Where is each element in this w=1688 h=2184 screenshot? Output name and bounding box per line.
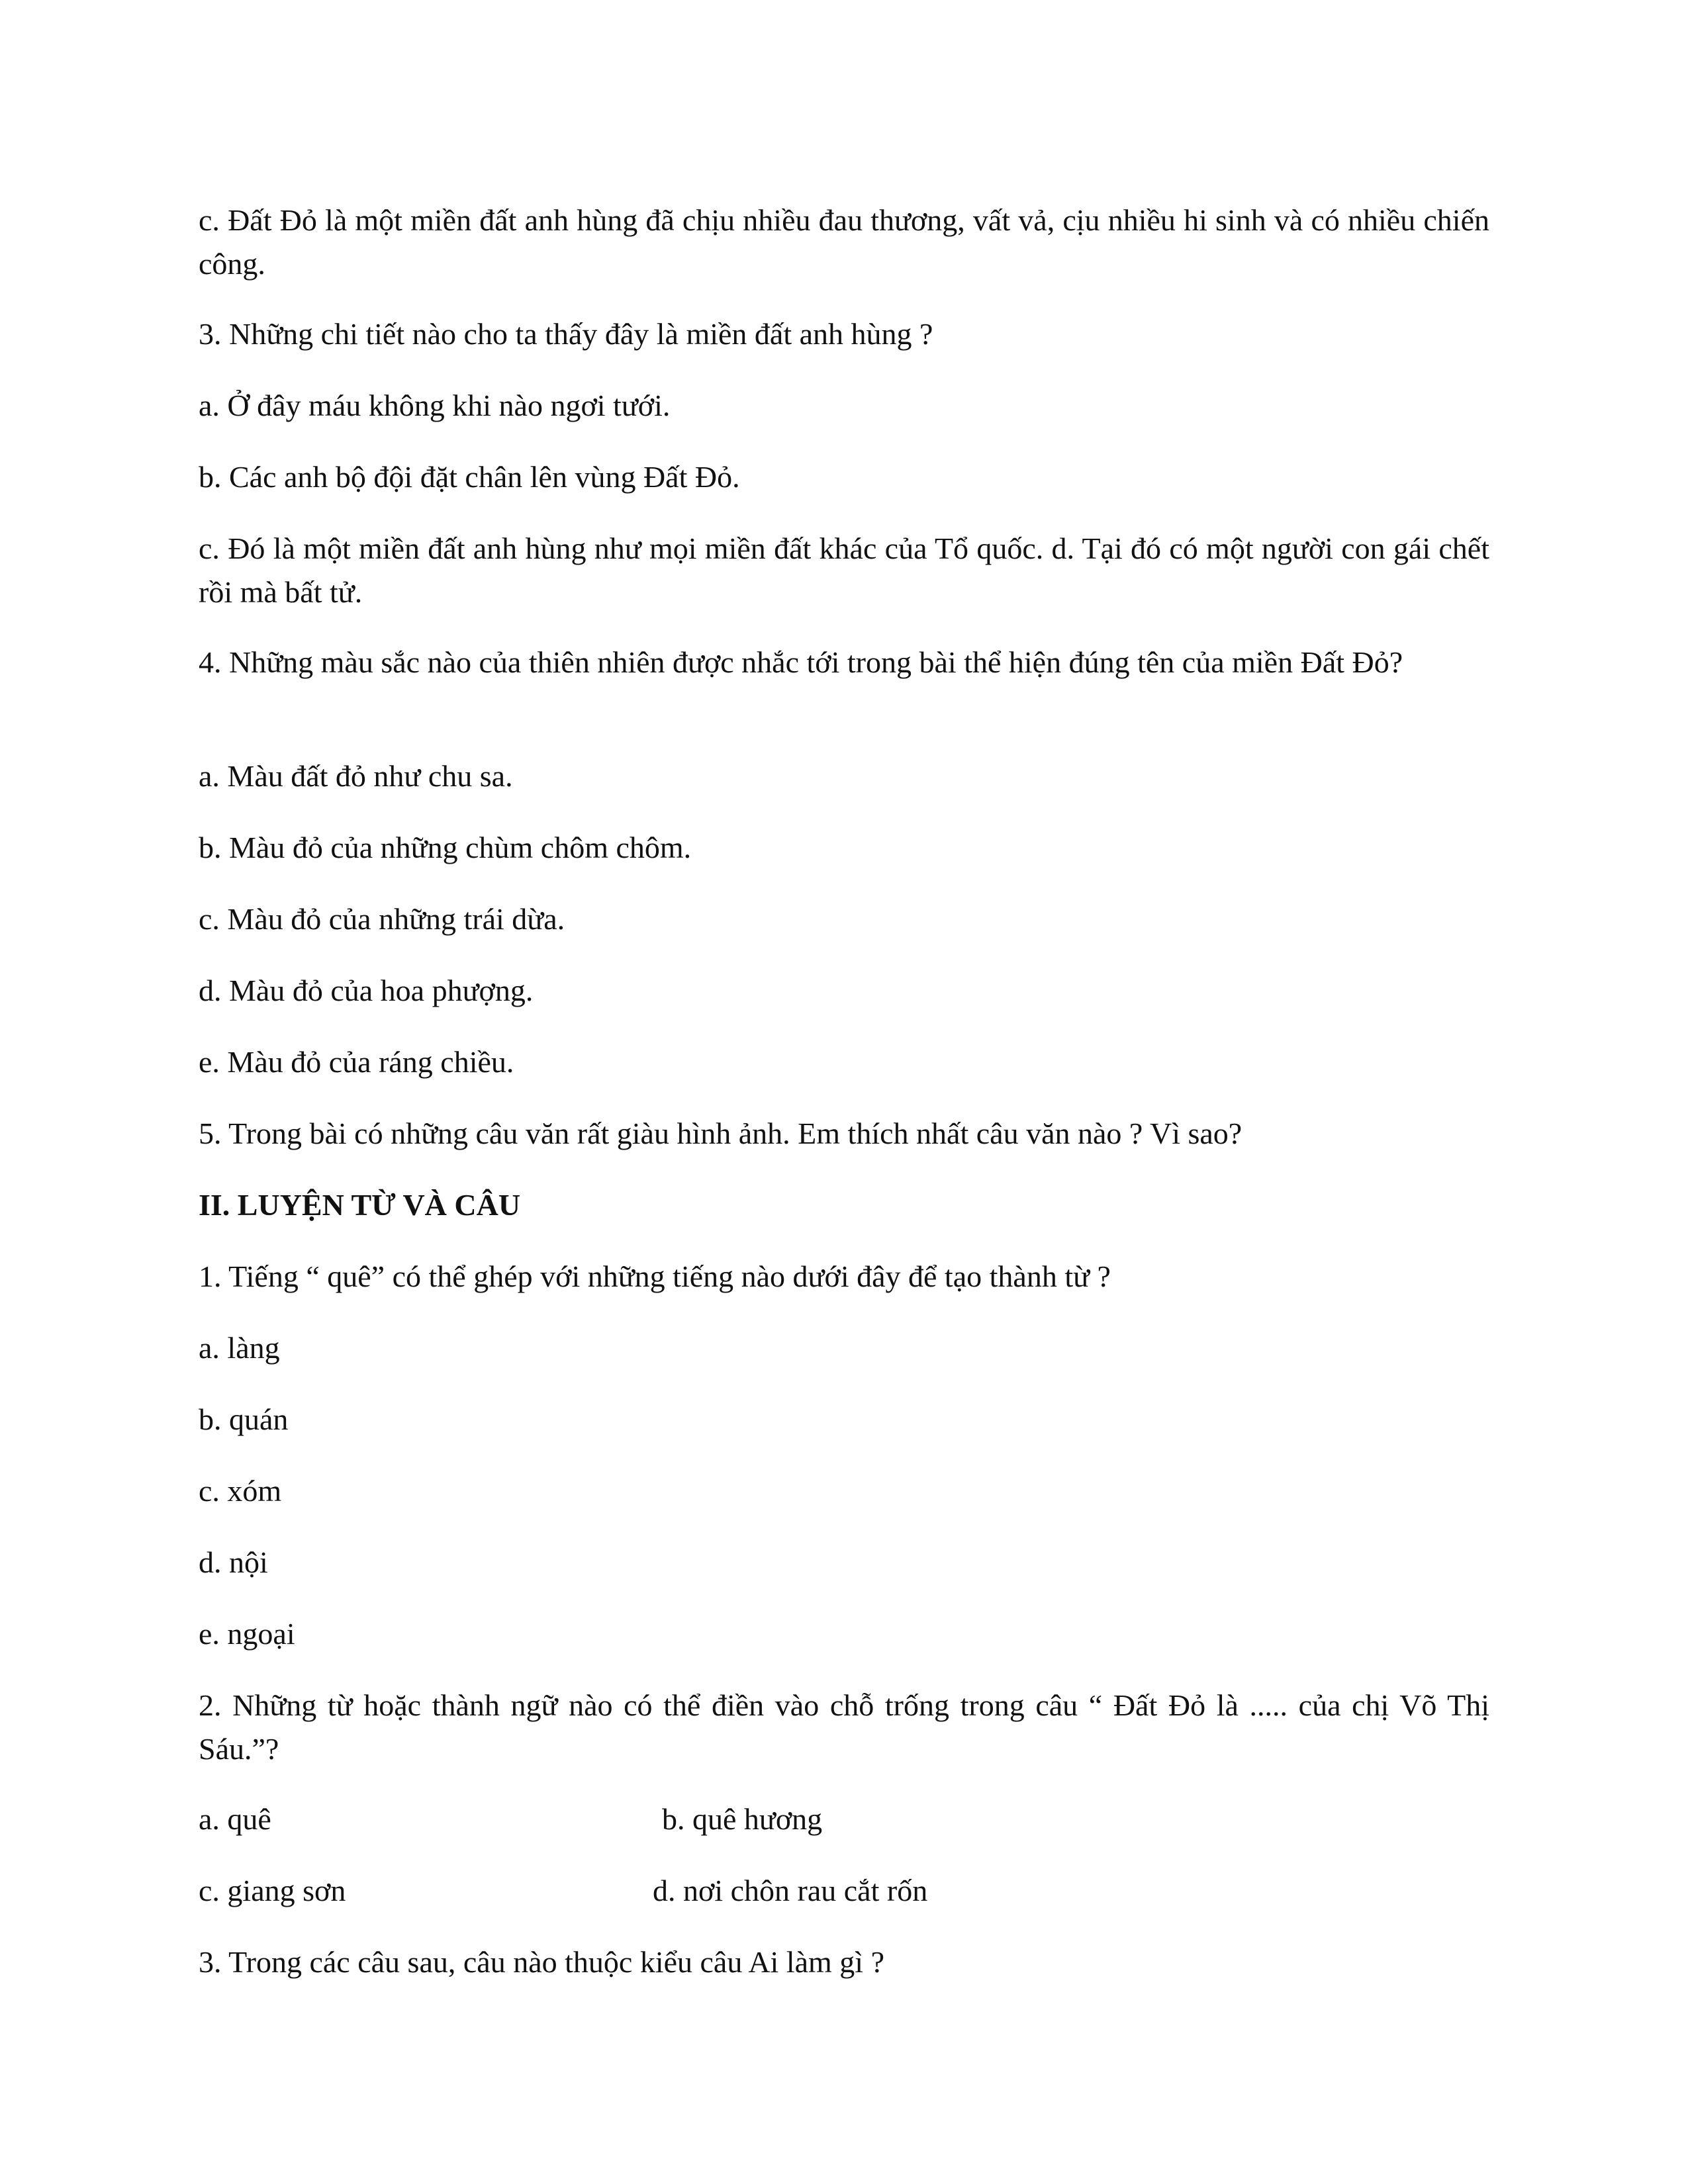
question-3-option-c-d: c. Đó là một miền đất anh hùng như mọi miền đất khác của Tổ quốc. d. Tại đó có một người con gái chết rồi mà bất tử.: [199, 531, 1489, 609]
question-5: 5. Trong bài có những câu văn rất giàu hình ảnh. Em thích nhất câu văn nào ? Vì sao?: [199, 1116, 1243, 1150]
section2-question-2-option-d: d. nơi chôn rau cắt rốn: [653, 1874, 928, 1907]
section2-question-2-option-c: c. giang sơn: [199, 1874, 346, 1907]
question-4-option-b: b. Màu đỏ của những chùm chôm chôm.: [199, 831, 692, 864]
question-4: 4. Những màu sắc nào của thiên nhiên được nhắc tới trong bài thể hiện đúng tên của miền Đất Đỏ?: [199, 645, 1403, 679]
question-3-option-a: a. Ở đây máu không khi nào ngơi tưới.: [199, 388, 671, 422]
question-3-option-b: b. Các anh bộ đội đặt chân lên vùng Đất Đỏ.: [199, 460, 740, 494]
question-4-option-a: a. Màu đất đỏ như chu sa.: [199, 759, 513, 793]
question-4-option-e: e. Màu đỏ của ráng chiều.: [199, 1045, 514, 1079]
section2-question-2-option-a: a. quê: [199, 1802, 271, 1836]
section2-question-3: 3. Trong các câu sau, câu nào thuộc kiểu câu Ai làm gì ?: [199, 1945, 884, 1979]
section-heading-luyen-tu-va-cau: II. LUYỆN TỪ VÀ CÂU: [199, 1188, 521, 1222]
question-4-option-c: c. Màu đỏ của những trái dừa.: [199, 902, 565, 936]
section2-question-1-option-a: a. làng: [199, 1331, 280, 1365]
section2-question-1-option-d: d. nội: [199, 1545, 268, 1579]
section2-question-1-option-c: c. xóm: [199, 1474, 282, 1508]
section2-question-1-option-e: e. ngoại: [199, 1617, 295, 1651]
section2-question-1: 1. Tiếng “ quê” có thể ghép với những tiếng nào dưới đây để tạo thành từ ?: [199, 1259, 1111, 1293]
question-4-option-d: d. Màu đỏ của hoa phượng.: [199, 974, 534, 1007]
section2-question-2-option-b: b. quê hương: [662, 1802, 823, 1836]
section2-question-1-option-b: b. quán: [199, 1402, 289, 1436]
question-3: 3. Những chi tiết nào cho ta thấy đây là miền đất anh hùng ?: [199, 317, 933, 351]
section2-question-2: 2. Những từ hoặc thành ngữ nào có thể điền vào chỗ trống trong câu “ Đất Đỏ là ..... của chị Võ Thị Sáu.”?: [199, 1688, 1489, 1766]
answer-c-heroic-land: c. Đất Đỏ là một miền đất anh hùng đã chịu nhiều đau thương, vất vả, cịu nhiều hi sinh và có nhiều chiến công.: [199, 203, 1489, 281]
